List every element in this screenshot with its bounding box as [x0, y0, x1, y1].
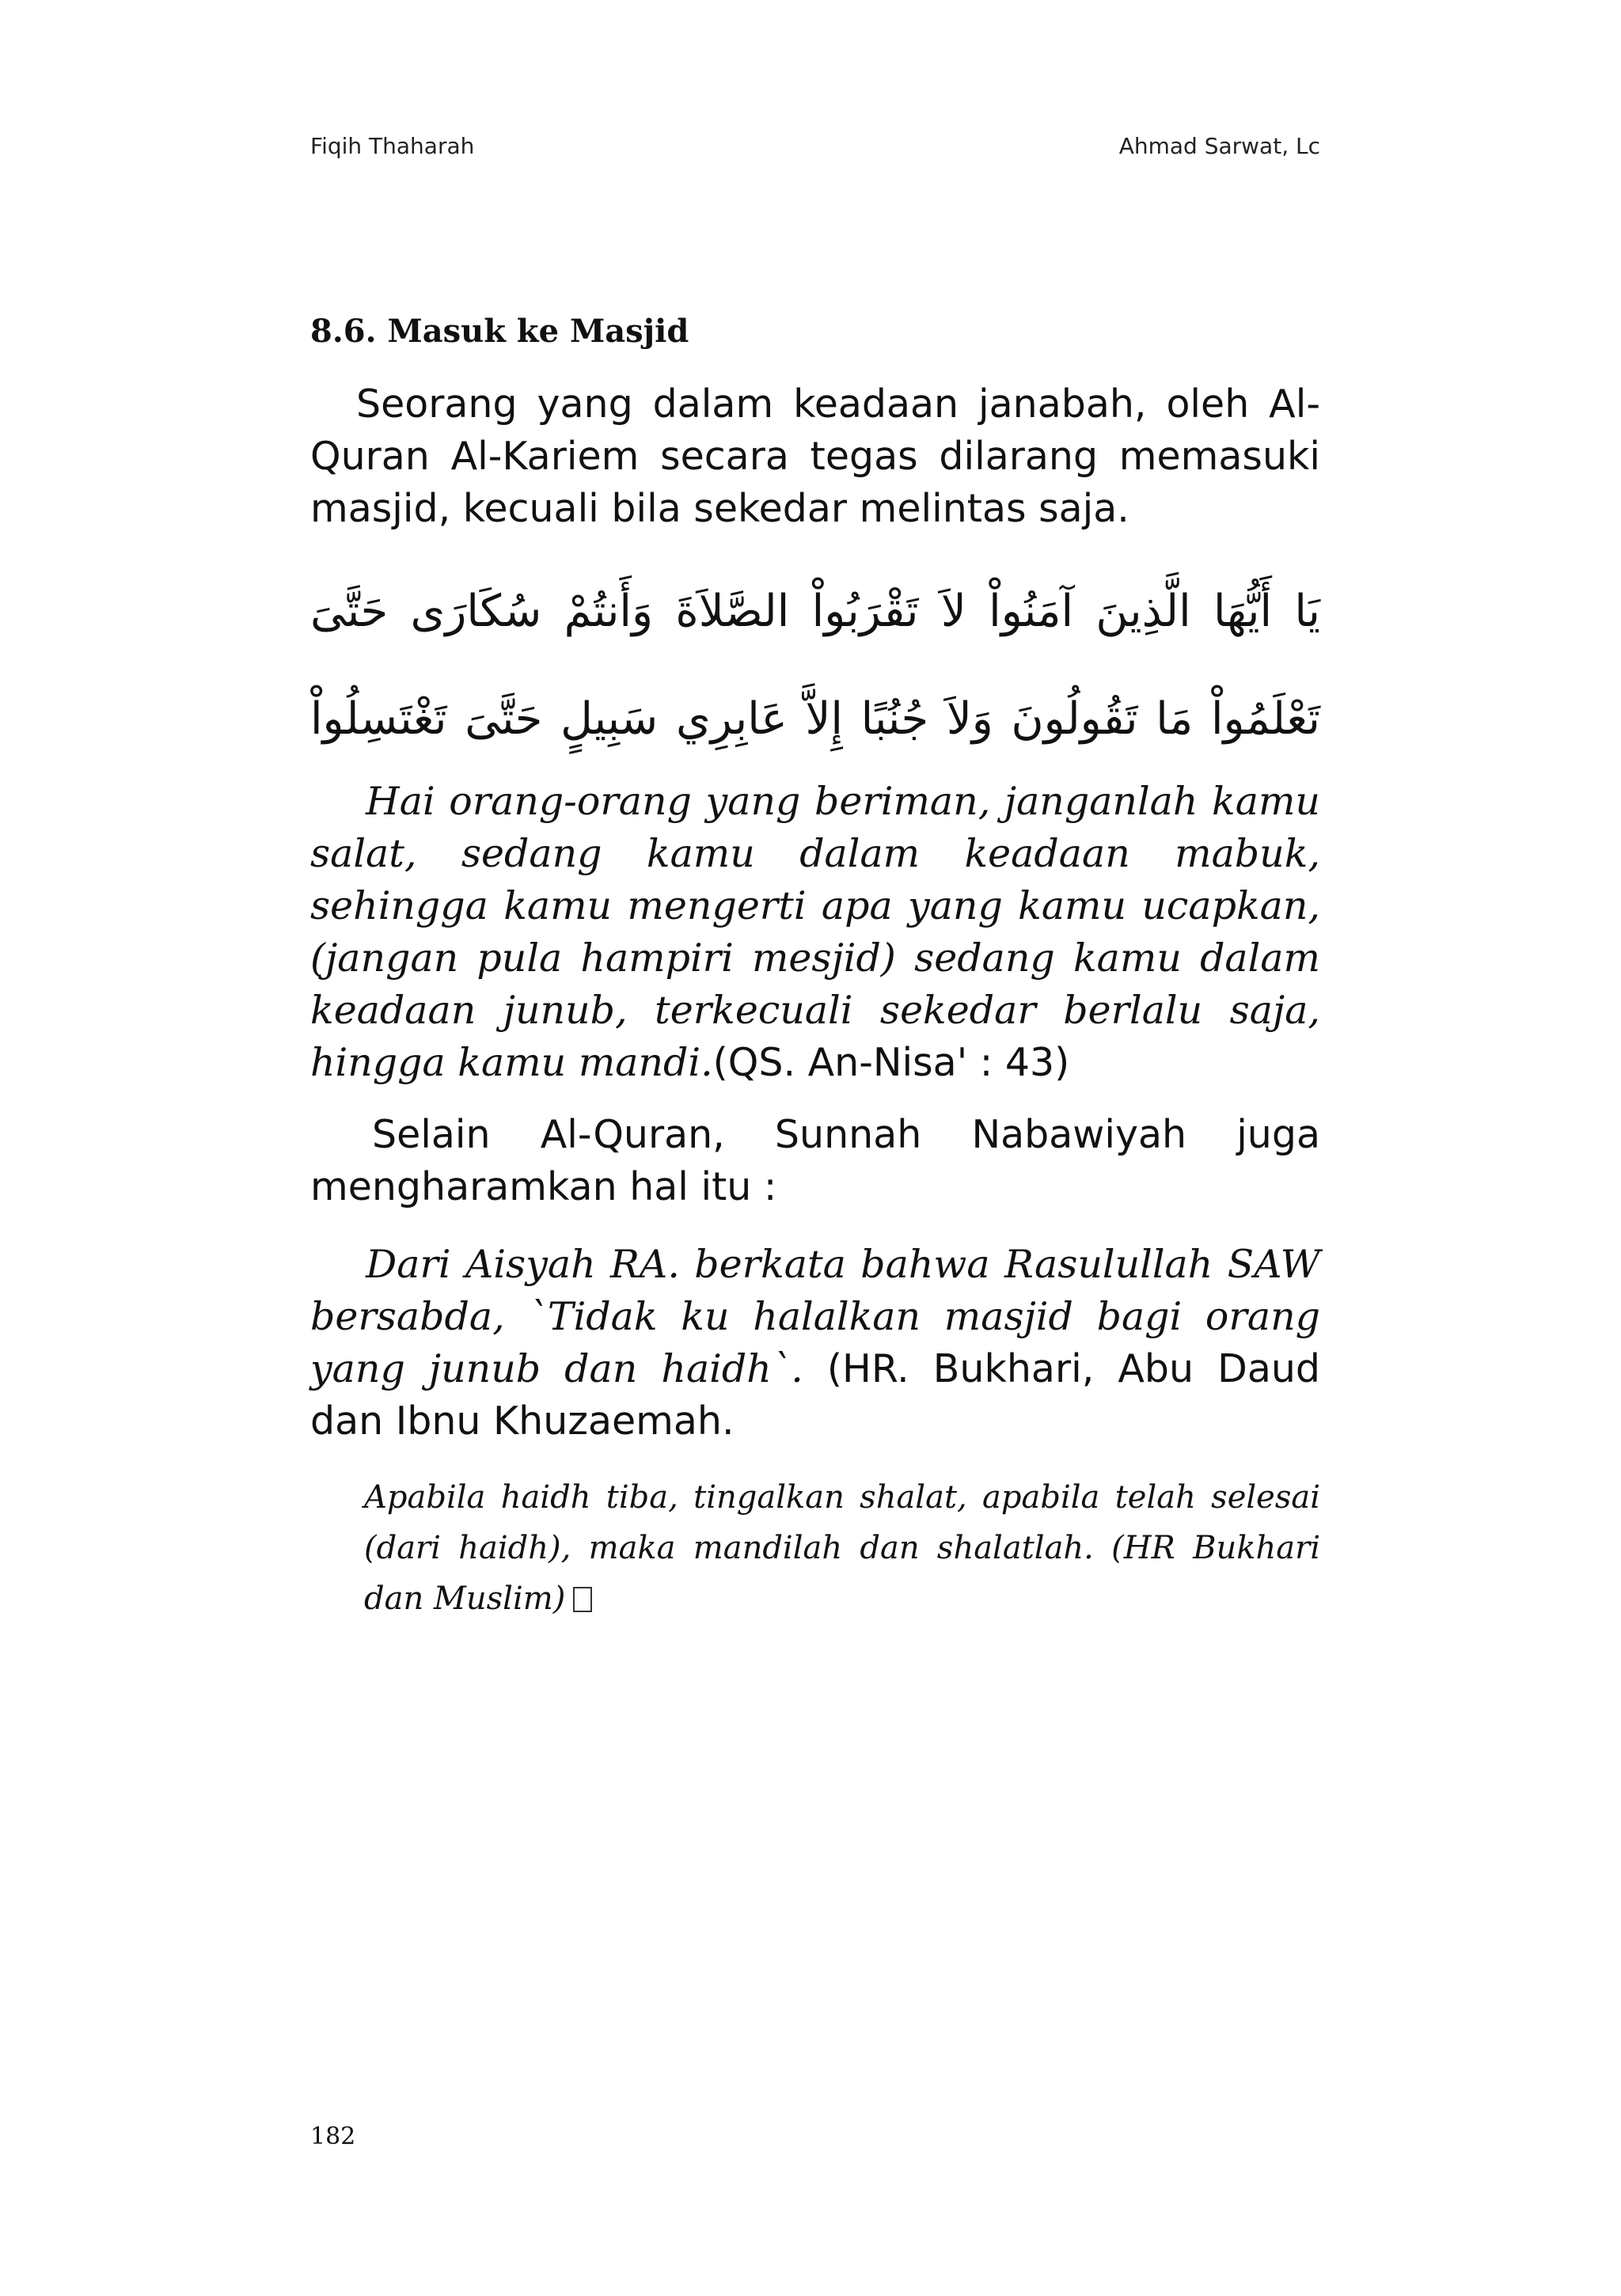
hadith-aisyah-text: Dari Aisyah RA. berkata bahwa Rasulullah SAW bersabda, `Tidak ku halalkan masjid bagi orang yang junub dan haidh`.: [310, 1242, 1320, 1391]
verse-translation-text: Hai orang-orang yang beriman, janganlah kamu salat, sedang kamu dalam keadaan mabuk, sehingga kamu mengerti apa yang kamu ucapkan, (jangan pula hampiri mesjid) sedang kamu dalam keadaan junub, terkecuali sekedar berlalu saja, hingga kamu mandi.: [310, 779, 1320, 1085]
intro-paragraph: Seorang yang dalam keadaan janabah, oleh Al-Quran Al-Kariem secara tegas dilarang memasuki masjid, kecuali bila sekedar melintas saja.: [310, 381, 1320, 531]
verse-translation: [310, 776, 1320, 1089]
header-book-title: Fiqih Thaharah: [310, 133, 475, 159]
running-header: [310, 133, 1320, 159]
page-number: 182: [310, 2123, 356, 2150]
hadith-haidh: [364, 1472, 1320, 1624]
hadith-haidh-text: Apabila haidh tiba, tingalkan shalat, apabila telah selesai (dari haidh), maka mandilah dan shalatlah. (HR Bukhari dan Muslim): [364, 1479, 1320, 1617]
hadith-aisyah: [310, 1239, 1320, 1448]
verse-source: (QS. An-Nisa' : 43): [712, 1040, 1070, 1085]
missing-glyph-icon: [573, 1587, 592, 1612]
section-heading: 8.6. Masuk ke Masjid: [310, 313, 689, 350]
arabic-verse: يَا أَيُّهَا الَّذِينَ آمَنُواْ لاَ تَقْرَبُواْ الصَّلاَةَ وَأَنتُمْ سُكَارَى حَتَّىَ تَعْلَمُواْ مَا تَقُولُونَ وَلاَ جُنُبًا إِلاَّ عَابِرِي سَبِيلٍ حَتَّىَ تَغْتَسِلُواْ: [310, 586, 1320, 745]
sunnah-paragraph: Selain Al-Quran, Sunnah Nabawiyah juga mengharamkan hal itu :: [310, 1112, 1320, 1209]
header-author: Ahmad Sarwat, Lc: [1118, 133, 1320, 159]
hadith-aisyah-source: (HR. Bukhari, Abu Daud dan Ibnu Khuzaemah.: [310, 1346, 1321, 1444]
